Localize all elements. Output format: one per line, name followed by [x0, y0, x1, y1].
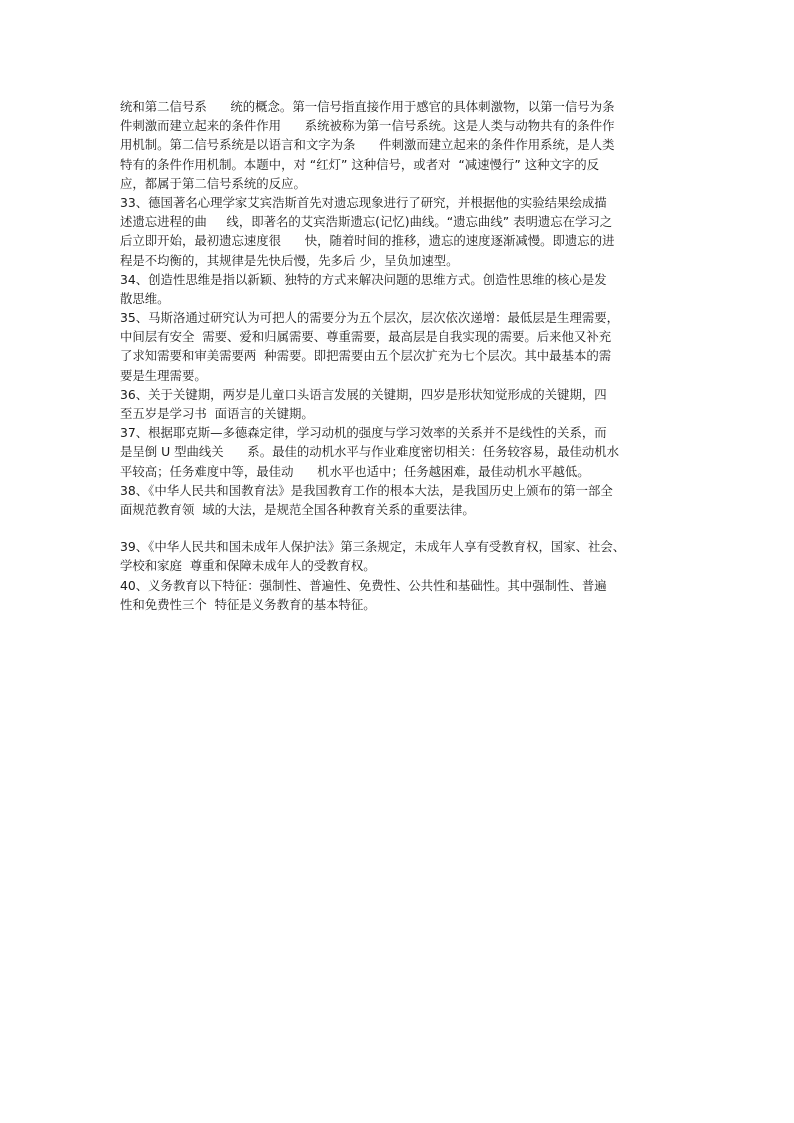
text-line: 程是不均衡的，其规律是先快后慢，先多后 少，呈负加速型。: [120, 252, 459, 268]
paragraph: [120, 537, 700, 575]
text-line: 述遗忘进程的曲 线，即著名的艾宾浩斯遗忘(记忆)曲线。“遗忘曲线” 表明遗忘在学习之: [120, 214, 613, 230]
text-line: 34、创造性思维是指以新颖、独特的方式来解决问题的思维方式。创造性思维的核心是发: [120, 271, 607, 287]
text-line: 35、马斯洛通过研究认为可把人的需要分为五个层次，层次依次递增：最低层是生理需要，: [120, 310, 620, 326]
text-line: 件刺激而建立起来的条件作用 系统被称为第一信号系统。这是人类与动物共有的条件作: [120, 118, 615, 134]
paragraph: [120, 481, 700, 519]
text-line: 应，都属于第二信号系统的反应。: [120, 175, 306, 191]
text-line: 特有的条件作用机制。本题中，对 “红灯” 这种信号，或者对 “减速慢行” 这种文字的反: [120, 156, 600, 172]
text-line: 33、德国著名心理学家艾宾浩斯首先对遗忘现象进行了研究，并根据他的实验结果绘成描: [120, 194, 607, 210]
text-line: 至五岁是学习书 面语言的关键期。: [120, 406, 314, 421]
document-body: [120, 97, 700, 614]
paragraph: [120, 423, 700, 481]
paragraph: [120, 193, 700, 270]
text-line: 了求知需要和审美需要两 种需要。即把需要由五个层次扩充为七个层次。其中最基本的需: [120, 348, 612, 364]
paragraph: [120, 270, 700, 308]
text-line: 性和免费性三个 特征是义务教育的基本特征。: [120, 596, 376, 612]
text-line: 36、关于关键期，两岁是儿童口头语言发展的关键期，四岁是形状知觉形成的关键期，四: [120, 386, 607, 402]
text-line: 面规范教育领 域的大法，是规范全国各种教育关系的重要法律。: [120, 501, 475, 517]
text-line: 要是生理需要。: [120, 367, 207, 383]
text-line: 学校和家庭 尊重和保障未成年人的受教育权。: [120, 558, 376, 574]
text-line: 40、义务教育以下特征：强制性、普遍性、免费性、公共性和基础性。其中强制性、普遍: [120, 577, 607, 593]
paragraph: [120, 97, 700, 193]
text-line: 散思维。: [120, 290, 170, 306]
text-line: 37、根据耶克斯—多德森定律，学习动机的强度与学习效率的关系并不是线性的关系，而: [120, 425, 607, 441]
text-line: 平较高；任务难度中等，最佳动 机水平也适中；任务越困难，最佳动机水平越低。: [120, 463, 590, 479]
text-line: 后立即开始，最初遗忘速度很 快，随着时间的推移，遗忘的速度逐渐减慢。即遗忘的进: [120, 233, 615, 249]
text-line: 38、《中华人民共和国教育法》是我国教育工作的根本大法，是我国历史上颁布的第一部全: [120, 482, 613, 498]
paragraph: [120, 576, 700, 614]
paragraph-gap: [120, 519, 700, 537]
text-line: 用机制。第二信号系统是以语言和文字为条 件刺激而建立起来的条件作用系统，是人类: [120, 137, 615, 153]
paragraph: [120, 385, 700, 423]
text-line: 中间层有安全 需要、爱和归属需要、尊重需要，最高层是自我实现的需要。后来他又补充: [120, 329, 612, 345]
text-line: 统和第二信号系 统的概念。第一信号指直接作用于感官的具体刺激物，以第一信号为条: [120, 99, 615, 114]
text-line: 39、《中华人民共和国未成年人保护法》第三条规定，未成年人享有受教育权，国家、社会、: [120, 539, 626, 555]
paragraph: [120, 308, 700, 385]
text-line: 是呈倒 U 型曲线关 系。最佳的动机水平与作业难度密切相关：任务较容易，最佳动机水: [120, 444, 620, 460]
